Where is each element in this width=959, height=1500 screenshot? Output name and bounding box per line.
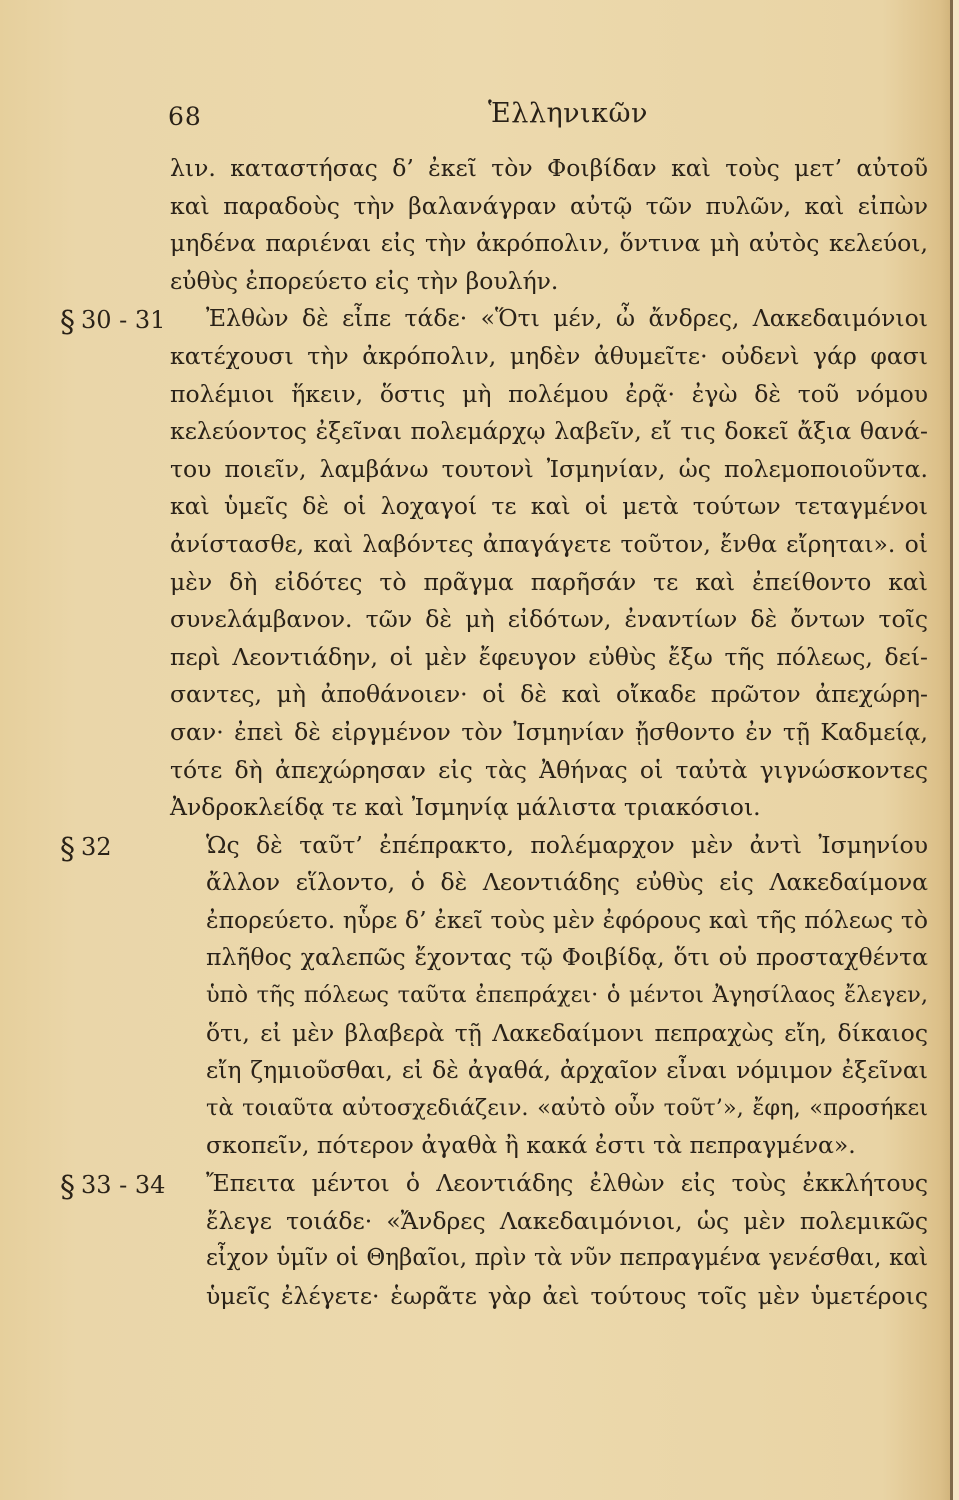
text-line xyxy=(60,564,940,602)
line-text: κατέχουσι τὴν ἀκρόπολιν, μηδὲν ἀθυμεῖτε· οὐδενὶ γάρ φασι xyxy=(170,341,928,370)
text-line xyxy=(60,939,940,977)
line-text: σκοπεῖν, πότερον ἀγαθὰ ἢ κακά ἐστι τὰ πεπραγμένα». xyxy=(206,1131,856,1160)
page-number: 68 xyxy=(168,102,202,131)
section-number xyxy=(60,827,112,867)
line-text: εὐθὺς ἐπορεύετο εἰς τὴν βουλήν. xyxy=(170,266,559,295)
text-line xyxy=(60,188,940,226)
line-text: μὲν δὴ εἰδότες τὸ πρᾶγμα παρῆσάν τε καὶ ἐπείθοντο καὶ xyxy=(170,567,928,596)
text-line xyxy=(60,1278,940,1316)
section-number xyxy=(60,1165,165,1205)
text-line xyxy=(60,1165,940,1206)
running-title: Ἑλληνικῶν xyxy=(488,98,648,129)
page-edge xyxy=(953,0,959,1500)
text-line xyxy=(60,676,940,714)
text-line xyxy=(60,827,940,865)
text-line xyxy=(60,752,940,790)
text-line xyxy=(60,1127,940,1165)
text-line xyxy=(60,601,940,639)
line-text: ἔλεγε τοιάδε· «Ἄνδρες Λακεδαιμόνιοι, ὡς μὲν πολεμικῶς xyxy=(206,1206,928,1235)
line-text: μηδένα παριέναι εἰς τὴν ἀκρόπολιν, ὅντινα μὴ αὐτὸς κελεύοι, xyxy=(170,229,928,258)
line-text: κελεύοντος ἐξεῖναι πολεμάρχῳ λαβεῖν, εἴ τις δοκεῖ ἄξια θανά- xyxy=(170,417,928,446)
line-text: εἴη ζημιοῦσθαι, εἰ δὲ ἀγαθά, ἀρχαῖον εἶναι νόμιμον ἐξεῖναι xyxy=(206,1056,928,1085)
line-text: περὶ Λεοντιάδην, οἱ μὲν ἔφευγον εὐθὺς ἔξω τῆς πόλεως, δεί- xyxy=(170,642,928,671)
text-line xyxy=(60,1240,940,1278)
line-text: Ὡς δὲ ταῦτ’ ἐπέπρακτο, πολέμαρχον μὲν ἀντὶ Ἰσμηνίου xyxy=(206,830,928,859)
line-text: Ἀνδροκλείδᾳ τε καὶ Ἰσμηνίᾳ μάλιστα τριακόσιοι. xyxy=(170,793,761,822)
text-line xyxy=(60,977,940,1015)
text-line xyxy=(60,864,940,902)
line-text: Ἔπειτα μέντοι ὁ Λεοντιάδης ἐλθὼν εἰς τοὺς ἐκκλήτους xyxy=(206,1169,928,1198)
section-number xyxy=(60,300,165,340)
text-line xyxy=(60,1090,940,1128)
text-line xyxy=(60,150,940,188)
text-line xyxy=(60,639,940,677)
section-sign-icon: § xyxy=(60,831,75,867)
section-number-label: 32 xyxy=(81,832,112,861)
line-text: λιν. καταστήσας δ’ ἐκεῖ τὸν Φοιβίδαν καὶ τοὺς μετ’ αὐτοῦ xyxy=(170,154,928,182)
line-text: Ἐλθὼν δὲ εἶπε τάδε· «Ὅτι μέν, ὦ ἄνδρες, Λακεδαιμόνιοι xyxy=(206,304,928,333)
text-line xyxy=(60,902,940,940)
line-text: καὶ ὑμεῖς δὲ οἱ λοχαγοί τε καὶ οἱ μετὰ τούτων τεταγμένοι xyxy=(170,492,928,521)
line-text: πλῆθος χαλεπῶς ἔχοντας τῷ Φοιβίδᾳ, ὅτι οὐ προσταχθέντα xyxy=(206,943,928,972)
line-text: τότε δὴ ἀπεχώρησαν εἰς τὰς Ἀθήνας οἱ ταὐτὰ γιγνώσκοντες xyxy=(170,755,928,784)
text-line xyxy=(60,488,940,526)
text-line xyxy=(60,413,940,451)
text-line xyxy=(60,714,940,752)
line-text: καὶ παραδοὺς τὴν βαλανάγραν αὐτῷ τῶν πυλῶν, καὶ εἰπὼν xyxy=(170,191,928,220)
text-line xyxy=(60,225,940,263)
line-text: πολέμιοι ἥκειν, ὅστις μὴ πολέμου ἐρᾷ· ἐγὼ δὲ τοῦ νόμου xyxy=(170,379,928,408)
text-line xyxy=(60,1052,940,1090)
section-sign-icon: § xyxy=(60,305,75,341)
text-line xyxy=(60,300,940,341)
text-line xyxy=(60,338,940,376)
line-text: εἶχον ὑμῖν οἱ Θηβαῖοι, πρὶν τὰ νῦν πεπραγμένα γενέσθαι, καὶ xyxy=(206,1245,928,1272)
line-text: ἀνίστασθε, καὶ λαβόντες ἀπαγάγετε τοῦτον, ἔνθα εἴρηται». οἱ xyxy=(170,529,928,558)
line-text: ὑπὸ τῆς πόλεως ταῦτα ἐπεπράχει· ὁ μέντοι Ἀγησίλαος ἔλεγεν, xyxy=(206,982,928,1009)
text-line xyxy=(60,789,940,827)
text-line xyxy=(60,263,940,301)
page-header xyxy=(0,96,959,136)
section-number-label: 33 - 34 xyxy=(81,1171,166,1200)
text-line xyxy=(60,451,940,489)
text-line xyxy=(60,376,940,414)
line-text: ὅτι, εἰ μὲν βλαβερὰ τῇ Λακεδαίμονι πεπραχὼς εἴη, δίκαιος xyxy=(206,1018,928,1047)
line-text: ὑμεῖς ἐλέγετε· ἑωρᾶτε γὰρ ἀεὶ τούτους τοῖς μὲν ὑμετέροις xyxy=(206,1281,928,1310)
line-text: ἐπορεύετο. ηὗρε δ’ ἐκεῖ τοὺς μὲν ἐφόρους καὶ τῆς πόλεως τὸ xyxy=(206,905,928,934)
text-line xyxy=(60,1015,940,1053)
body-text xyxy=(60,150,940,1315)
line-text: τὰ τοιαῦτα αὐτοσχεδιάζειν. «αὐτὸ οὖν τοῦτ’», ἔφη, «προσήκει xyxy=(206,1094,928,1121)
line-text: του ποιεῖν, λαμβάνω τουτονὶ Ἰσμηνίαν, ὡς πολεμοποιοῦντα. xyxy=(170,454,928,483)
text-line xyxy=(60,1203,940,1241)
line-text: σαντες, μὴ ἀποθάνοιεν· οἱ δὲ καὶ οἴκαδε πρῶτον ἀπεχώρη- xyxy=(170,680,928,709)
section-number-label: 30 - 31 xyxy=(81,306,166,335)
line-text: ἄλλον εἵλοντο, ὁ δὲ Λεοντιάδης εὐθὺς εἰς Λακεδαίμονα xyxy=(206,868,928,897)
line-text: σαν· ἐπεὶ δὲ εἰργμένον τὸν Ἰσμηνίαν ᾔσθοντο ἐν τῇ Καδμείᾳ, xyxy=(170,717,928,746)
line-text: συνελάμβανον. τῶν δὲ μὴ εἰδότων, ἐναντίων δὲ ὄντων τοῖς xyxy=(170,605,928,634)
text-line xyxy=(60,526,940,564)
section-sign-icon: § xyxy=(60,1170,75,1206)
